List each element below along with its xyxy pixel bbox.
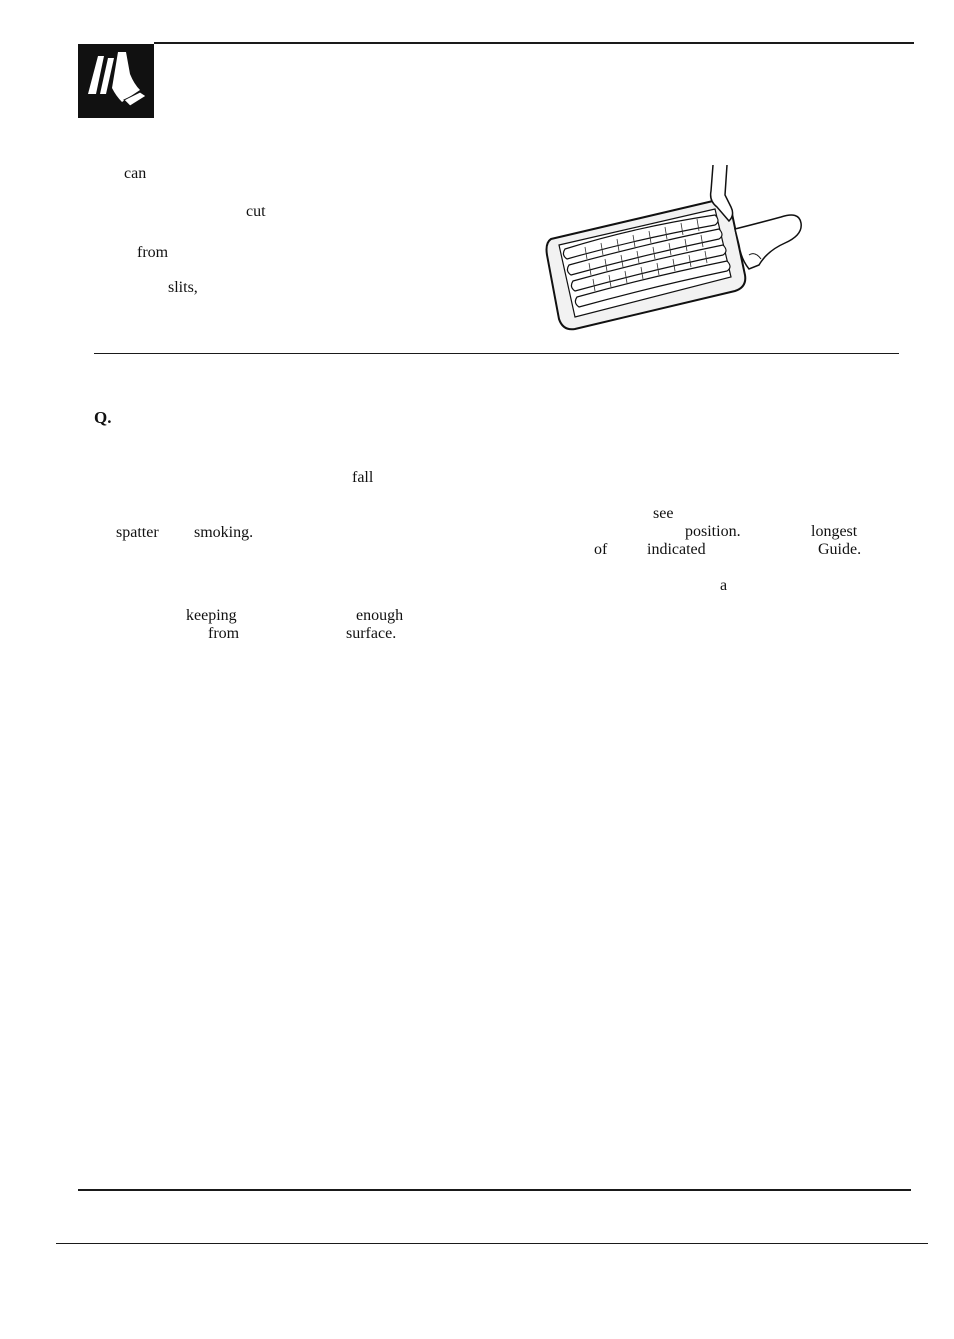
qa-right-word-see: see [653,505,674,522]
footer-rule-thick [78,1189,911,1191]
qa-left-word-fall: fall [352,469,374,486]
qa-left-word-surface: surface. [346,625,397,642]
top-word-can: can [124,165,147,182]
broiler-pan-with-sausages-illustration [545,165,805,333]
qa-right-word-guide: Guide. [818,541,862,558]
qa-left-word-from: from [208,625,240,642]
header-top-rule [154,42,914,44]
qa-left-word-enough: enough [356,607,404,624]
hand-pressing-pad-icon [78,44,154,118]
question-marker: Q. [94,408,112,427]
qa-right-word-indicated: indicated [647,541,706,558]
top-word-slits: slits, [168,279,198,296]
broiler-pan-illustration [545,165,805,333]
qa-left-word-spatter: spatter [116,524,159,541]
qa-right-word-position: position. [685,523,741,540]
qa-right-word-a: a [720,577,728,594]
qa-left-word-smoking: smoking. [194,524,254,541]
top-word-from: from [137,244,169,261]
header-logo [78,44,154,118]
top-word-cut: cut [246,203,266,220]
section-divider-rule [94,353,899,354]
qa-right-word-longest: longest [811,523,858,540]
qa-left-word-keeping: keeping [186,607,237,624]
footer-rule-thin [56,1243,928,1244]
qa-right-word-of: of [594,541,608,558]
